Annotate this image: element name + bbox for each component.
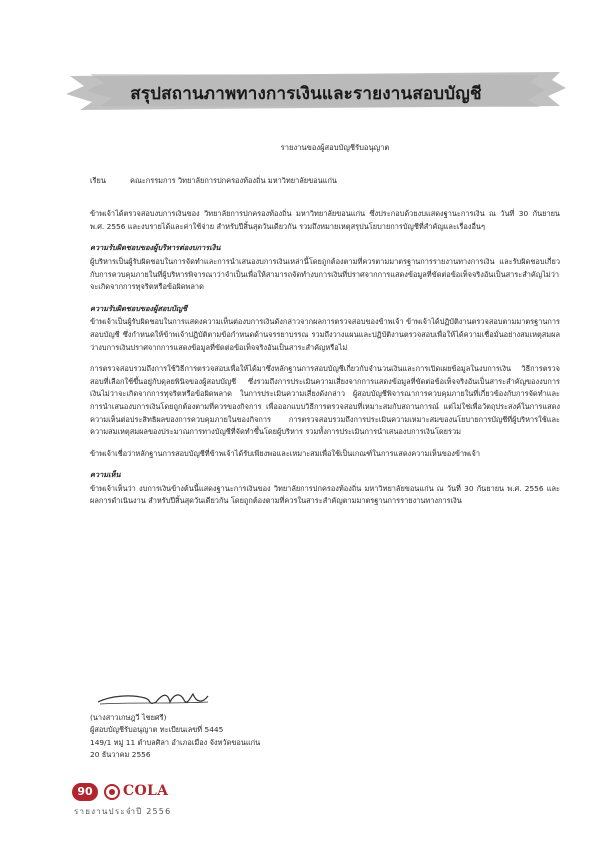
page-number: 90 [72, 783, 98, 801]
signature [90, 682, 290, 712]
signer-address: 149/1 หมู่ 11 ตำบลศิลา อำเภอเมือง จังหวัดขอนแก่น [90, 737, 261, 747]
section-banner [0, 66, 612, 116]
opinion-paragraph: ข้าพเจ้าเห็นว่า งบการเงินข้างต้นนี้แสดงฐานะการเงินของ วิทยาลัยการปกครองท้องถิ่น มหาวิทยาลัยขอนแก่น ณ วันที่ 30 กันยายน พ.ศ. 2556 และผลการดำเนินงาน สำหรับปีสิ้นสุดวันเดียวกัน โดยถูกต้องตามที่ควรในสาระสำคัญตามมาตรฐานการรายงานทางการเงิน [90, 483, 560, 506]
signer-block [90, 712, 390, 762]
section-body: ผู้บริหารเป็นผู้รับผิดชอบในการจัดทำและการนำเสนองบการเงินเหล่านี้โดยถูกต้องตามที่ควรตามมาตรฐานการรายงานทางการเงิน และรับผิดชอบเกี่ยวกับการควบคุมภายในที่ผู้บริหารพิจารณาว่าจำเป็นเพื่อให้สามารถจัดทำงบการเงินที่ปราศจากการแสดงข้อมูลที่ขัดต่อข้อเท็จจริงอันเป็นสาระสำคัญไม่ว่าจะเกิดจากการทุจริตหรือข้อผิดพลาด [90, 256, 560, 292]
auditor-report [90, 142, 560, 517]
section-body: ข้าพเจ้าเป็นผู้รับผิดชอบในการแสดงความเห็นต่องบการเงินดังกล่าวจากผลการตรวจสอบของข้าพเจ้า ข้าพเจ้าได้ปฏิบัติงานตรวจสอบตามมาตรฐานการสอบบัญชี ซึ่งกำหนดให้ข้าพเจ้าปฏิบัติตามข้อกำหนดด้านจรรยาบรรณ รวมถึงวางแผนและปฏิบัติงานตรวจสอบเพื่อให้ได้ความเชื่อมั่นอย่างสมเหตุสมผลว่างบการเงินปราศจากการแสดงข้อมูลที่ขัดต่อข้อเท็จจริงอันเป็นสาระสำคัญหรือไม่ [90, 317, 560, 352]
addressee-line [90, 175, 560, 188]
section-heading: ความรับผิดชอบของผู้สอบบัญชี [90, 303, 188, 313]
report-date: 20 ธันวาคม 2556 [90, 750, 151, 760]
evidence-paragraph: ข้าพเจ้าเชื่อว่าหลักฐานการสอบบัญชีที่ข้าพเจ้าได้รับเพียงพอและเหมาะสมเพื่อใช้เป็นเกณฑ์ในการแสดงความเห็นของข้าพเจ้า [90, 448, 480, 458]
procedure-paragraph: การตรวจสอบรวมถึงการใช้วิธีการตรวจสอบเพื่อให้ได้มาซึ่งหลักฐานการสอบบัญชีเกี่ยวกับจำนวนเงินและการเปิดเผยข้อมูลในงบการเงิน วิธีการตรวจสอบที่เลือกใช้ขึ้นอยู่กับดุลยพินิจของผู้สอบบัญชี ซึ่งรวมถึงการประเมินความเสี่ยงจากการแสดงข้อมูลที่ขัดต่อข้อเท็จจริงอันเป็นสาระสำคัญของงบการเงินไม่ว่าจะเกิดจากการทุจริตหรือข้อผิดพลาด ในการประเมินความเสี่ยงดังกล่าว ผู้สอบบัญชีพิจารณาการควบคุมภายในที่เกี่ยวข้องกับการจัดทำและการนำเสนองบการเงินโดยถูกต้องตามที่ควรของกิจการ เพื่อออกแบบวิธีการตรวจสอบที่เหมาะสมกับสถานการณ์ แต่ไม่ใช่เพื่อวัตถุประสงค์ในการแสดงความเห็นต่อประสิทธิผลของการควบคุมภายในของกิจการ การตรวจสอบรวมถึงการประเมินความเหมาะสมของนโยบายการบัญชีที่ผู้บริหารใช้และความสมเหตุสมผลของประมาณการทางบัญชีที่จัดทำขึ้นโดยผู้บริหาร รวมทั้งการประเมินการนำเสนองบการเงินโดยรวม [90, 364, 560, 437]
addressee-text: คณะกรรมการ วิทยาลัยการปกครองท้องถิ่น มหาวิทยาลัยขอนแก่น [130, 175, 337, 185]
page-footer [72, 783, 212, 823]
page-title: สรุปสถานภาพทางการเงินและรายงานสอบบัญชี [130, 84, 482, 104]
annual-report-caption: รายงานประจำปี 2556 [74, 807, 172, 816]
report-title: รายงานของผู้สอบบัญชีรับอนุญาต [280, 143, 390, 152]
cola-emblem-icon [104, 784, 120, 800]
intro-paragraph: ข้าพเจ้าได้ตรวจสอบงบการเงินของ วิทยาลัยการปกครองท้องถิ่น มหาวิทยาลัยขอนแก่น ซึ่งประกอบด้วยงบแสดงฐานะการเงิน ณ วันที่ 30 กันยายน พ.ศ. 2556 และงบรายได้และค่าใช้จ่าย สำหรับปีสิ้นสุดวันเดียวกัน รวมถึงหมายเหตุสรุปนโยบายการบัญชีที่สำคัญและเรื่องอื่นๆ [90, 209, 560, 231]
opinion-heading: ความเห็น [90, 470, 121, 480]
signer-name: (นางสาวเกษฎวี ไชยศรี) [90, 713, 167, 722]
cola-logo: COLA [123, 783, 169, 799]
addressee-label: เรียน [90, 175, 106, 185]
section-heading: ความรับผิดชอบของผู้บริหารต่องบการเงิน [90, 243, 221, 253]
signer-license: ผู้สอบบัญชีรับอนุญาต ทะเบียนเลขที่ 5445 [90, 725, 224, 735]
